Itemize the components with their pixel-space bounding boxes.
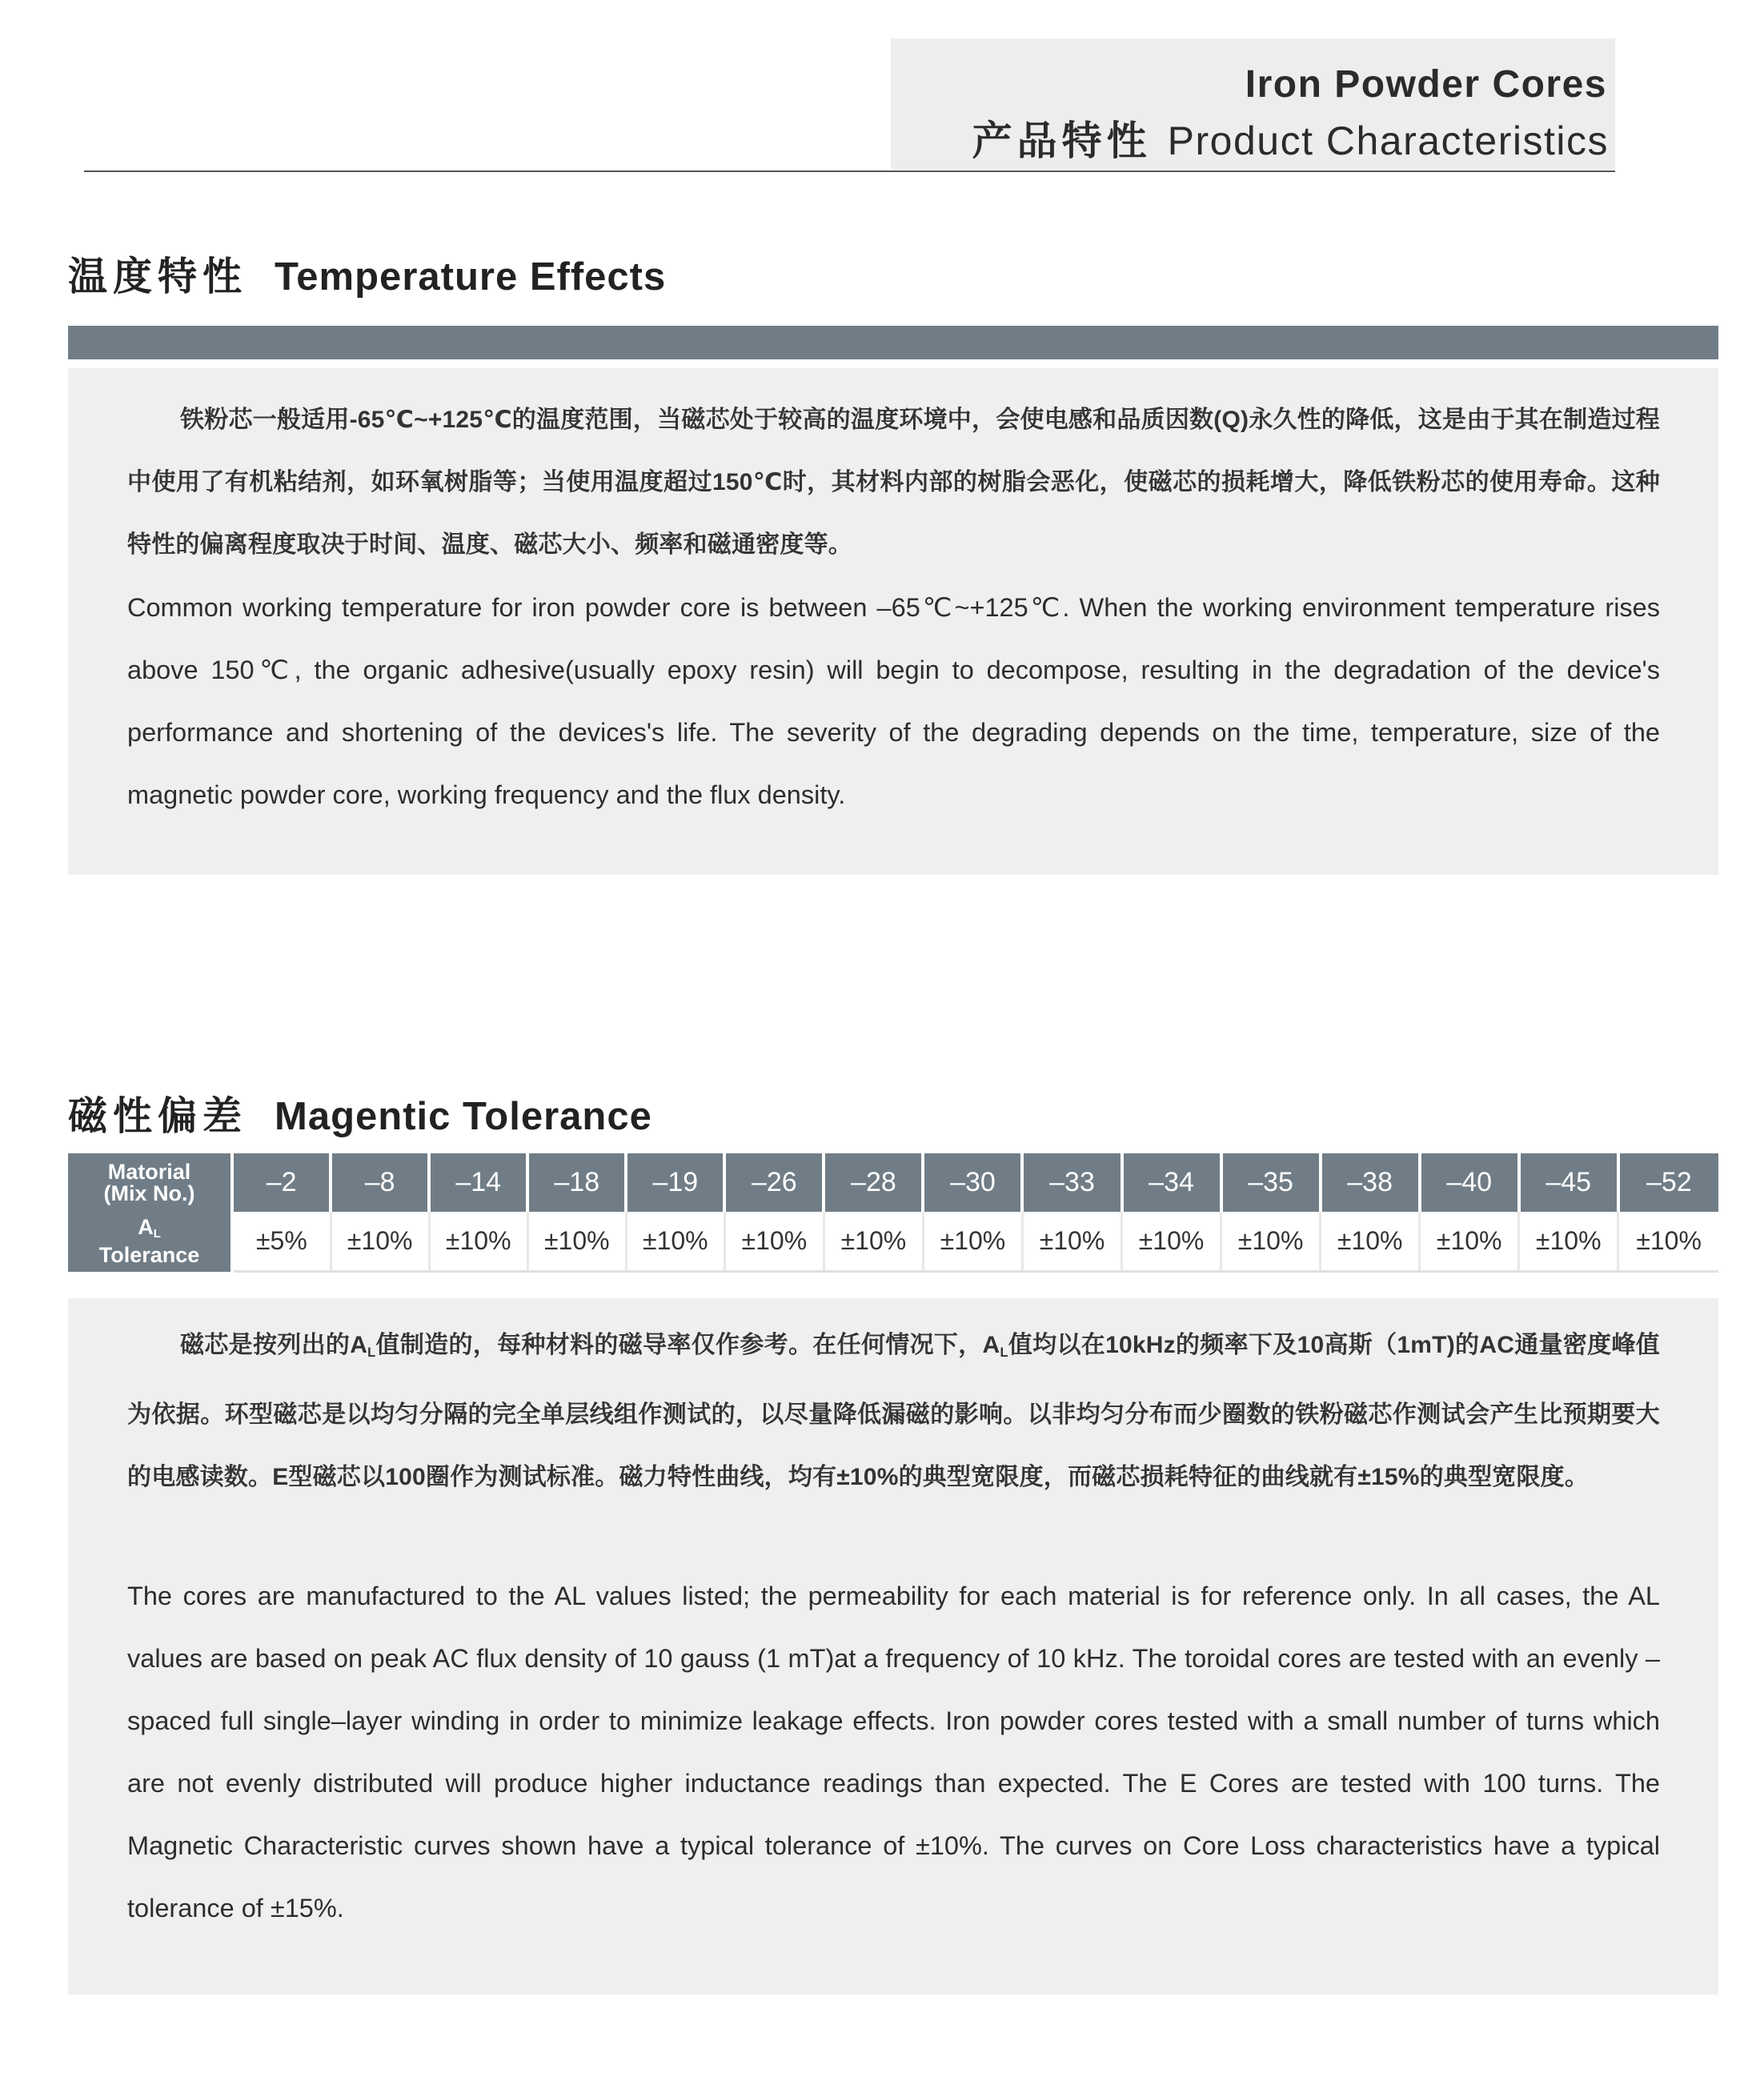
mix-cell: –18 <box>527 1153 626 1212</box>
tolerance-cell: ±10% <box>626 1212 724 1272</box>
tolerance-title-en: Magentic Tolerance <box>275 1095 652 1138</box>
mix-cell: –8 <box>331 1153 429 1212</box>
material-header-cell <box>68 1153 232 1212</box>
mix-cell: –2 <box>232 1153 331 1212</box>
tolerance-cell: ±10% <box>1420 1212 1519 1272</box>
tolerance-cell: ±10% <box>1022 1212 1121 1272</box>
header-divider <box>84 170 1615 172</box>
tolerance-cell: ±10% <box>824 1212 923 1272</box>
material-header-line2: (Mix No.) <box>103 1181 195 1205</box>
mix-cell: –19 <box>626 1153 724 1212</box>
al-tolerance-header-cell <box>68 1212 232 1272</box>
tolerance-row <box>68 1212 1718 1272</box>
tolerance-cell: ±10% <box>724 1212 824 1272</box>
tolerance-cell: ±10% <box>429 1212 527 1272</box>
tolerance-cell: ±5% <box>232 1212 331 1272</box>
header-title: Iron Powder Cores <box>1245 63 1607 106</box>
tolerance-table <box>68 1153 1718 1273</box>
mix-cell: –30 <box>923 1153 1022 1212</box>
tolerance-cell: ±10% <box>1321 1212 1420 1272</box>
mix-cell: –38 <box>1321 1153 1420 1212</box>
temperature-panel <box>68 368 1718 875</box>
temperature-bar <box>68 326 1718 359</box>
mix-row <box>68 1153 1718 1212</box>
mix-cell: –26 <box>724 1153 824 1212</box>
temperature-zh-paragraph: 铁粉芯一般适用-65℃~+125℃的温度范围，当磁芯处于较高的温度环境中，会使电感和品质因数(Q)永久性的降低，这是由于其在制造过程中使用了有机粘结剂，如环氧树脂等；当使用温度超过150℃时，其材料内部的树脂会恶化，使磁芯的损耗增大，降低铁粉芯的使用寿命。这种特性的偏离程度取决于时间、温度、磁芯大小、频率和磁通密度等。 <box>127 407 1660 558</box>
tolerance-cell: ±10% <box>1122 1212 1221 1272</box>
mix-cell: –40 <box>1420 1153 1519 1212</box>
mix-cell: –14 <box>429 1153 527 1212</box>
material-header-line1: Matorial <box>107 1159 191 1184</box>
tolerance-section-title <box>68 1085 652 1141</box>
temperature-section-title <box>68 246 666 302</box>
header-subtitle-zh: 产品特性 <box>972 118 1152 163</box>
mix-cell: –33 <box>1022 1153 1121 1212</box>
tolerance-title-zh: 磁性偏差 <box>68 1095 248 1138</box>
tolerance-en-paragraph: The cores are manufactured to the AL values listed; the permeability for each material is for reference only. In all cases, the AL values are based on peak AC flux density of 10 gauss (1 mT)at a frequency of 10 kHz. The toroidal cores are tested with an evenly –spaced full single–layer winding in order to minimize leakage effects. Iron powder cores tested with a small number of turns which are not evenly distributed will produce higher inductance readings than expected. The E Cores are tested with 100 turns. The Magnetic Characteristic curves shown have a typical tolerance of ±10%. The curves on Core Loss characteristics have a typical tolerance of ±15%. <box>127 1582 1660 1923</box>
al-header-label: Tolerance <box>98 1243 200 1268</box>
header-subtitle <box>972 109 1609 166</box>
mix-cell: –52 <box>1618 1153 1718 1212</box>
temperature-title-zh: 温度特性 <box>68 255 248 299</box>
tolerance-zh-paragraph: 磁芯是按列出的AL值制造的，每种材料的磁导率仅作参考。在任何情况下，AL值均以在10kHz的频率下及10高斯（1mT)的AC通量密度峰值为依据。环型磁芯是以均匀分隔的完全单层线组作测试的，以尽量降低漏磁的影响。以非均匀分布而少圈数的铁粉磁芯作测试会产生比预期要大的电感读数。E型磁芯以100圈作为测试标准。磁力特性曲线，均有±10%的典型宽限度，而磁芯损耗特征的曲线就有±15%的典型宽限度。 <box>127 1332 1661 1490</box>
tolerance-cell: ±10% <box>1618 1212 1718 1272</box>
mix-cell: –45 <box>1519 1153 1618 1212</box>
tolerance-cell: ±10% <box>1221 1212 1321 1272</box>
mix-cell: –34 <box>1122 1153 1221 1212</box>
tolerance-cell: ±10% <box>331 1212 429 1272</box>
al-header-symbol: $A_L$ <box>138 1215 161 1241</box>
header-box <box>891 38 1615 169</box>
mix-cell: –28 <box>824 1153 923 1212</box>
temperature-en-paragraph: Common working temperature for iron powder core is between –65℃~+125℃. When the working environment temperature rises above 150℃, the organic adhesive(usually epoxy resin) will begin to decompose, resulting in the degradation of the device's performance and shortening of the devices's life. The severity of the degrading depends on the time, temperature, size of the magnetic powder core, working frequency and the flux density. <box>127 593 1660 809</box>
tolerance-cell: ±10% <box>527 1212 626 1272</box>
temperature-title-en: Temperature Effects <box>275 255 667 299</box>
tolerance-panel <box>68 1298 1718 1995</box>
header-subtitle-en: Product Characteristics <box>1167 118 1609 163</box>
mix-cell: –35 <box>1221 1153 1321 1212</box>
tolerance-cell: ±10% <box>1519 1212 1618 1272</box>
tolerance-cell: ±10% <box>923 1212 1022 1272</box>
